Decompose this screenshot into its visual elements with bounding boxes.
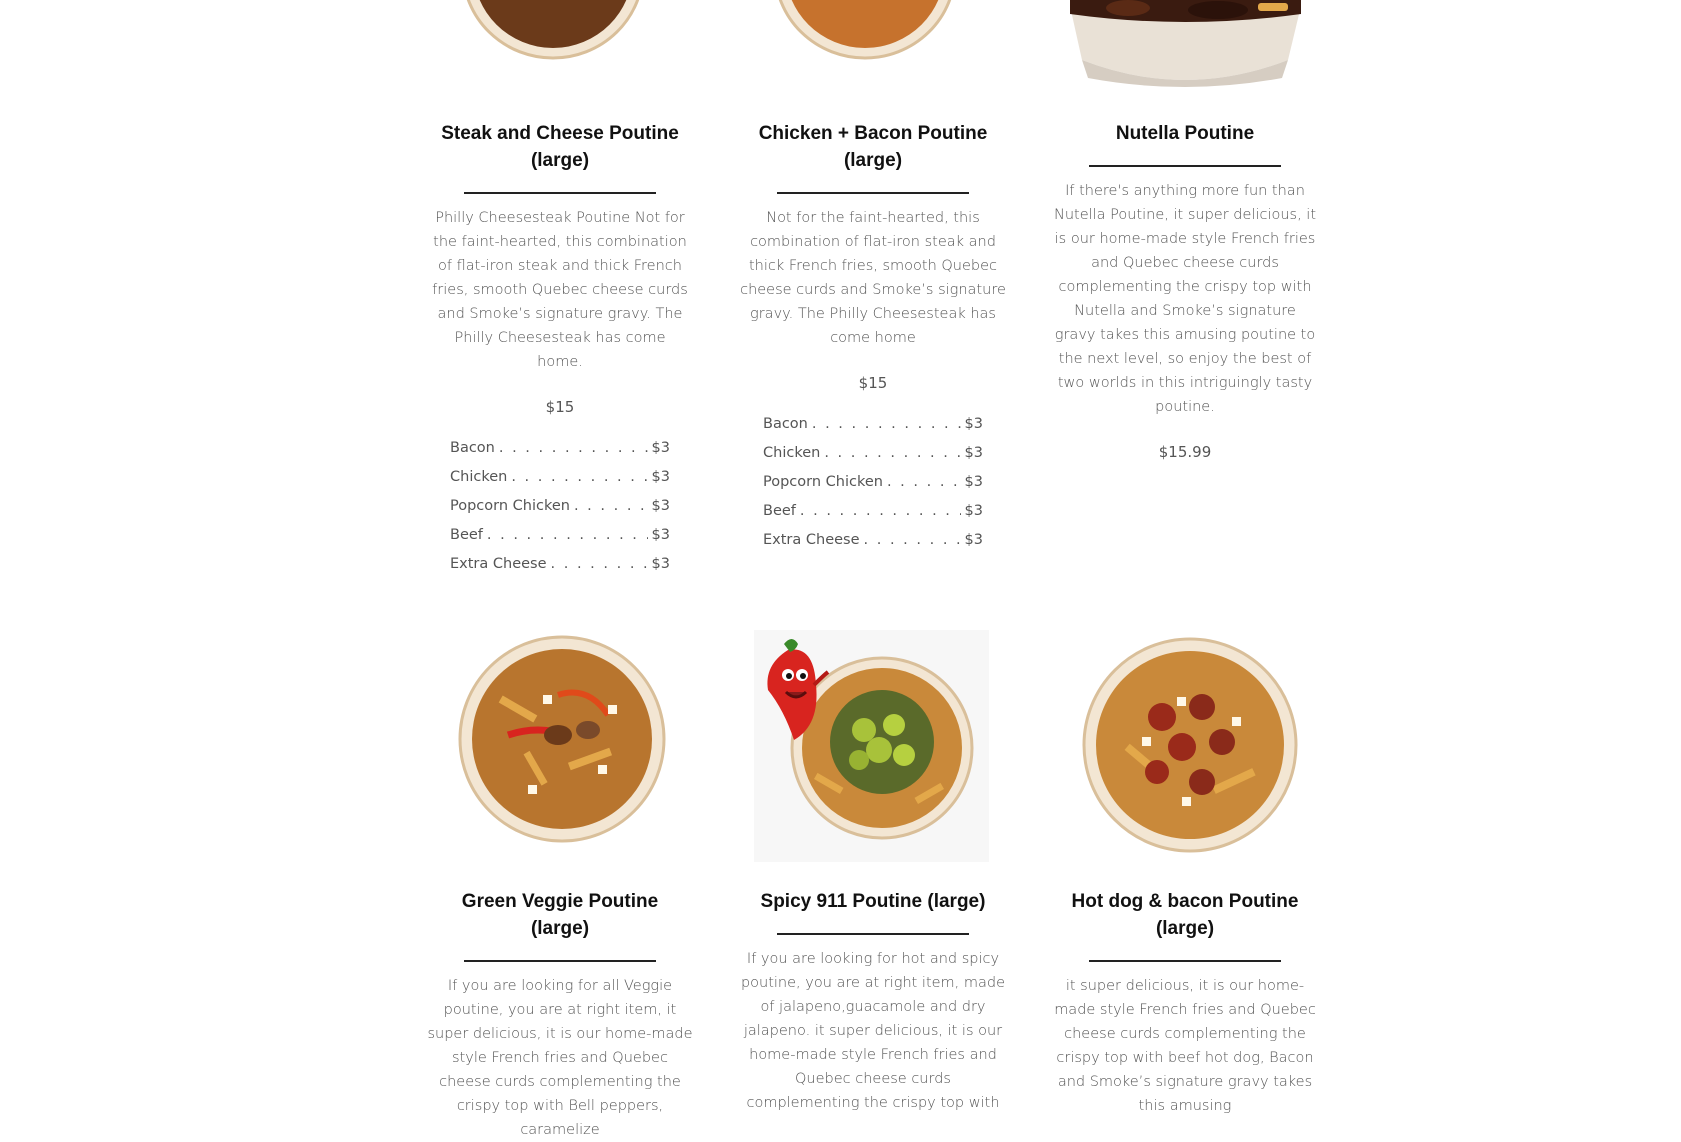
addon-row: Beef . . . $3 [450, 521, 670, 550]
item-price: $15 [545, 398, 575, 416]
menu-item-spicy-911 [738, 888, 1008, 1115]
steak-cheese-poutine-image [462, 0, 644, 70]
addon-row: Chicken . . . $3 [450, 463, 670, 492]
spicy-911-poutine-image [754, 630, 989, 862]
item-description: Philly Cheesesteak Poutine Not for the faint-hearted, this combination of flat-iron steak and thick French fries, smooth Quebec cheese curds and Smoke’s signature gravy. The Philly Cheesesteak has come home. [432, 210, 688, 370]
addons-list [450, 434, 670, 579]
item-price: $15 [858, 374, 888, 392]
item-title: Green Veggie Poutine (large) [461, 891, 659, 939]
menu-item-chicken-bacon [738, 120, 1008, 555]
item-description: Not for the faint-hearted, this combination of flat-iron steak and thick French fries, smooth Quebec cheese curds and Smoke’s signature gravy. The Philly Cheesesteak has come home [740, 210, 1006, 346]
title-divider [777, 192, 969, 194]
item-price: $15.99 [1158, 443, 1212, 461]
item-title: Steak and Cheese Poutine (large) [441, 123, 679, 171]
title-divider [464, 192, 656, 194]
item-title: Spicy 911 Poutine (large) [760, 891, 986, 912]
addon-row: Bacon . . . $3 [763, 410, 983, 439]
item-description: it super delicious, it is our home-made style French fries and Quebec cheese curds complementing the crispy top with beef hot dog, Bacon and Smoke’s signature gravy takes this amusing [1054, 978, 1316, 1114]
title-divider [464, 960, 656, 962]
item-description: If you are looking for hot and spicy poutine, you are at right item, made of jalapeno,guacamole and dry jalapeno. it super delicious, it is our home-made style French fries and Quebec cheese curds complementing the crispy top with [740, 951, 1006, 1111]
addon-row: Beef . . . $3 [763, 497, 983, 526]
addon-row: Popcorn Chicken . . . $3 [450, 492, 670, 521]
addon-row: Bacon . . . $3 [450, 434, 670, 463]
title-divider [1089, 960, 1281, 962]
menu-item-steak-cheese [425, 120, 695, 579]
chicken-bacon-poutine-image [774, 0, 956, 70]
menu-item-nutella [1050, 120, 1320, 461]
item-title: Hot dog & bacon Poutine (large) [1071, 891, 1299, 939]
item-description: If there's anything more fun than Nutella Poutine, it super delicious, it is our home-made style French fries and Quebec cheese curds complementing the crispy top with Nutella and Smoke’s signature gravy takes this amusing poutine to the next level, so enjoy the best of two worlds in this intriguingly tasty poutine. [1053, 183, 1317, 415]
item-description: If you are looking for all Veggie poutine, you are at right item, it super delicious, it is our home-made style French fries and Quebec cheese curds complementing the crispy top with Bell peppers, caramelize [427, 978, 693, 1138]
addon-row: Extra Cheese . . . $3 [450, 550, 670, 579]
addon-row: Popcorn Chicken . . . $3 [763, 468, 983, 497]
nutella-poutine-image [1068, 0, 1303, 92]
title-divider [1089, 165, 1281, 167]
green-veggie-poutine-image [458, 635, 666, 843]
title-divider [777, 933, 969, 935]
item-title: Chicken + Bacon Poutine (large) [758, 123, 988, 171]
menu-item-green-veggie [425, 888, 695, 1142]
addon-row: Extra Cheese . . . $3 [763, 526, 983, 555]
addons-list [763, 410, 983, 555]
hotdog-bacon-poutine-image [1082, 637, 1298, 853]
item-title: Nutella Poutine [1115, 123, 1255, 144]
addon-row: Chicken . . . $3 [763, 439, 983, 468]
menu-item-hotdog-bacon [1050, 888, 1320, 1118]
